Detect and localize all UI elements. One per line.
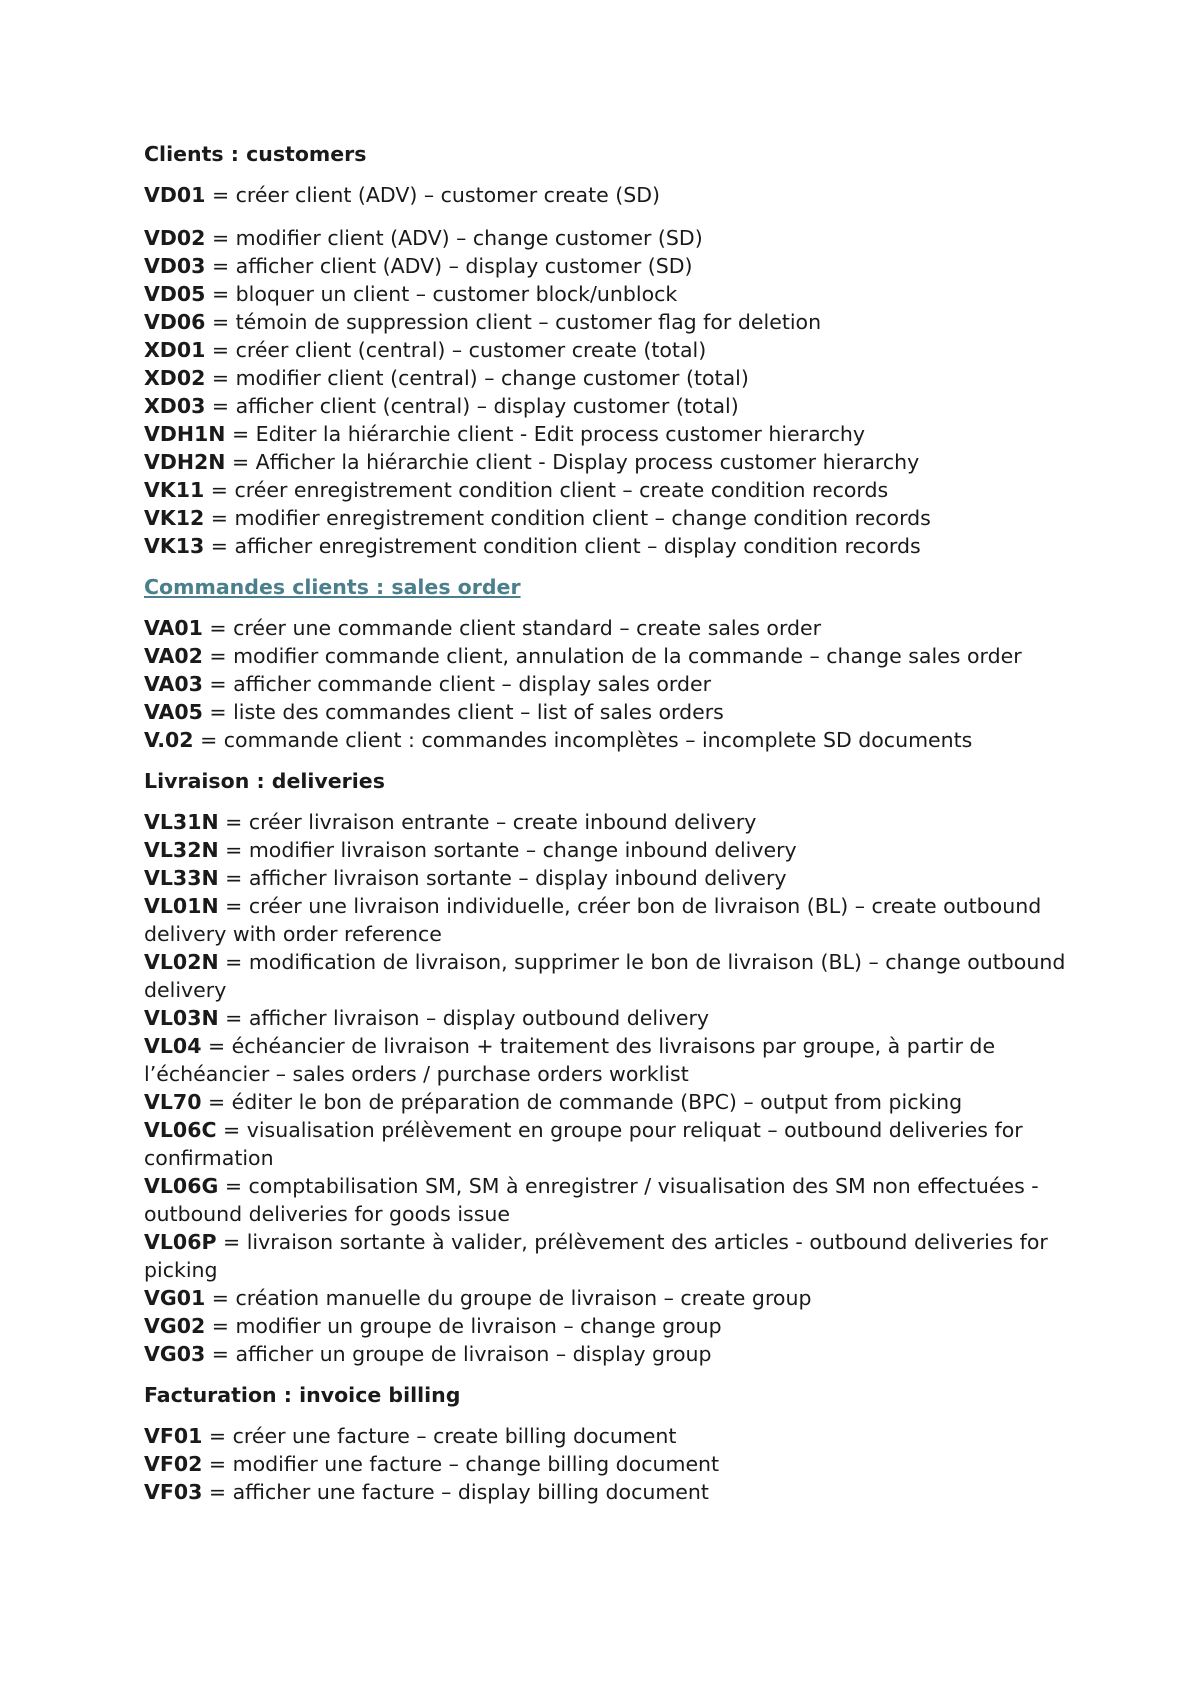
entry — [144, 1284, 1074, 1312]
transaction-code: VA02 — [144, 644, 203, 668]
transaction-description: = afficher client (central) – display customer (total) — [205, 394, 739, 418]
entry — [144, 614, 1074, 642]
transaction-description: = créer une facture – create billing document — [202, 1424, 677, 1448]
transaction-description: = création manuelle du groupe de livraison – create group — [205, 1286, 812, 1310]
transaction-description: = modifier un groupe de livraison – change group — [205, 1314, 722, 1338]
section-billing — [144, 1381, 1074, 1506]
entry — [144, 252, 1074, 280]
transaction-description: = modifier enregistrement condition client – change condition records — [204, 506, 931, 530]
transaction-code: VL06G — [144, 1174, 219, 1198]
transaction-description: = créer une commande client standard – create sales order — [202, 616, 822, 640]
transaction-description: = afficher client (ADV) – display customer (SD) — [205, 254, 693, 278]
transaction-description: = modifier livraison sortante – change inbound delivery — [218, 838, 797, 862]
entry — [144, 698, 1074, 726]
entry — [144, 892, 1074, 948]
transaction-code: VG03 — [144, 1342, 206, 1366]
entry — [144, 1032, 1074, 1088]
entry — [144, 808, 1074, 836]
transaction-code: VA03 — [144, 672, 203, 696]
transaction-code: VK12 — [144, 506, 205, 530]
entry — [144, 948, 1074, 1004]
transaction-description: = comptabilisation SM, SM à enregistrer / visualisation des SM non effectuées - outbound deliveries for goods issue — [144, 1174, 1039, 1226]
transaction-description: = afficher livraison sortante – display inbound delivery — [218, 866, 787, 890]
entry — [144, 420, 1074, 448]
transaction-code: VK13 — [144, 534, 205, 558]
section-sales-orders — [144, 573, 1074, 754]
entry — [144, 1172, 1074, 1228]
entry — [144, 1422, 1074, 1450]
entry — [144, 181, 1074, 209]
entry — [144, 336, 1074, 364]
section-heading: Clients : customers — [144, 142, 367, 166]
transaction-description: = modifier client (ADV) – change customer (SD) — [205, 226, 703, 250]
transaction-code: VL03N — [144, 1006, 219, 1030]
transaction-code: VG01 — [144, 1286, 206, 1310]
transaction-description: = Afficher la hiérarchie client - Display process customer hierarchy — [225, 450, 920, 474]
section-heading: Facturation : invoice billing — [144, 1383, 461, 1407]
transaction-code: VF03 — [144, 1480, 203, 1504]
transaction-code: VL70 — [144, 1090, 202, 1114]
entry — [144, 726, 1074, 754]
entry — [144, 308, 1074, 336]
section-heading: Livraison : deliveries — [144, 769, 385, 793]
entry — [144, 224, 1074, 252]
transaction-description: = échéancier de livraison + traitement des livraisons par groupe, à partir de l’échéancier – sales orders / purchase orders worklist — [144, 1034, 996, 1086]
transaction-code: VF01 — [144, 1424, 203, 1448]
entry — [144, 364, 1074, 392]
transaction-code: VL06C — [144, 1118, 217, 1142]
transaction-code: V.02 — [144, 728, 194, 752]
entry — [144, 1340, 1074, 1368]
transaction-description: = afficher enregistrement condition client – display condition records — [204, 534, 921, 558]
transaction-code: VG02 — [144, 1314, 206, 1338]
transaction-code: XD01 — [144, 338, 206, 362]
transaction-description: = visualisation prélèvement en groupe pour reliquat – outbound deliveries for confirmation — [144, 1118, 1023, 1170]
entry — [144, 1004, 1074, 1032]
transaction-description: = créer client (ADV) – customer create (SD) — [205, 183, 661, 207]
entry — [144, 670, 1074, 698]
transaction-code: VL01N — [144, 894, 219, 918]
transaction-code: VD06 — [144, 310, 206, 334]
entry — [144, 1116, 1074, 1172]
transaction-description: = modification de livraison, supprimer le bon de livraison (BL) – change outbound delivery — [144, 950, 1066, 1002]
transaction-description: = modifier commande client, annulation de la commande – change sales order — [202, 644, 1022, 668]
transaction-code: VD05 — [144, 282, 206, 306]
entry — [144, 1088, 1074, 1116]
section-clients — [144, 140, 1074, 560]
entry — [144, 504, 1074, 532]
transaction-description: = afficher une facture – display billing document — [202, 1480, 709, 1504]
entry — [144, 836, 1074, 864]
transaction-description: = éditer le bon de préparation de commande (BPC) – output from picking — [201, 1090, 963, 1114]
entry — [144, 1312, 1074, 1340]
entry — [144, 392, 1074, 420]
transaction-code: VD03 — [144, 254, 206, 278]
transaction-description: = bloquer un client – customer block/unblock — [205, 282, 678, 306]
document-page — [144, 140, 1074, 1506]
entry — [144, 448, 1074, 476]
transaction-code: VL33N — [144, 866, 219, 890]
transaction-description: = créer livraison entrante – create inbound delivery — [218, 810, 757, 834]
transaction-description: = créer client (central) – customer create (total) — [205, 338, 707, 362]
transaction-description: = modifier client (central) – change customer (total) — [205, 366, 749, 390]
section-heading-link[interactable]: Commandes clients : sales order — [144, 575, 521, 599]
entry — [144, 1228, 1074, 1284]
transaction-description: = créer une livraison individuelle, créer bon de livraison (BL) – create outbound delivery with order reference — [144, 894, 1042, 946]
transaction-code: VD02 — [144, 226, 206, 250]
transaction-code: VL32N — [144, 838, 219, 862]
transaction-code: XD03 — [144, 394, 206, 418]
entry — [144, 476, 1074, 504]
entry — [144, 642, 1074, 670]
entry — [144, 532, 1074, 560]
transaction-code: VD01 — [144, 183, 206, 207]
transaction-code: XD02 — [144, 366, 206, 390]
transaction-description: = modifier une facture – change billing document — [202, 1452, 720, 1476]
transaction-description: = Editer la hiérarchie client - Edit process customer hierarchy — [225, 422, 866, 446]
section-deliveries — [144, 767, 1074, 1368]
transaction-code: VK11 — [144, 478, 205, 502]
transaction-code: VF02 — [144, 1452, 203, 1476]
transaction-code: VL31N — [144, 810, 219, 834]
entry — [144, 1478, 1074, 1506]
transaction-description: = afficher commande client – display sales order — [202, 672, 712, 696]
transaction-code: VA05 — [144, 700, 203, 724]
transaction-code: VL04 — [144, 1034, 202, 1058]
transaction-code: VDH1N — [144, 422, 226, 446]
transaction-code: VL06P — [144, 1230, 217, 1254]
transaction-code: VA01 — [144, 616, 203, 640]
transaction-description: = commande client : commandes incomplètes – incomplete SD documents — [193, 728, 973, 752]
transaction-description: = livraison sortante à valider, prélèvement des articles - outbound deliveries for picking — [144, 1230, 1048, 1282]
transaction-description: = afficher livraison – display outbound delivery — [218, 1006, 710, 1030]
transaction-description: = témoin de suppression client – customer flag for deletion — [205, 310, 822, 334]
entry — [144, 1450, 1074, 1478]
entry — [144, 280, 1074, 308]
transaction-description: = créer enregistrement condition client – create condition records — [204, 478, 889, 502]
transaction-description: = liste des commandes client – list of sales orders — [202, 700, 724, 724]
entry — [144, 864, 1074, 892]
transaction-code: VL02N — [144, 950, 219, 974]
transaction-description: = afficher un groupe de livraison – display group — [205, 1342, 712, 1366]
transaction-code: VDH2N — [144, 450, 226, 474]
